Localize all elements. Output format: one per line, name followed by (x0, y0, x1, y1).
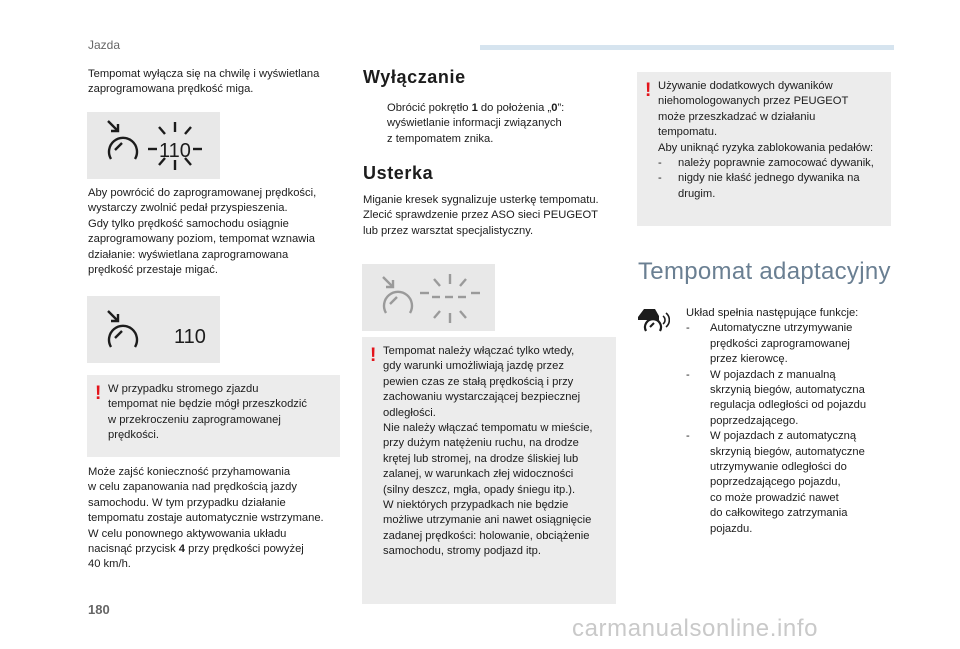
dash-marker: - (658, 157, 662, 170)
text-line: poprzedzającego. (710, 414, 799, 427)
text-line: Automatyczne utrzymywanie (710, 322, 853, 335)
text-line: drugim. (678, 187, 716, 200)
text-line: skrzynią biegów, automatyczna (710, 384, 865, 397)
text-line: prędkości zaprogramowanej (710, 337, 850, 350)
text-line: w celu zapanowania nad prędkością jazdy (88, 481, 297, 494)
text-line: (silny deszcz, mgła, opady śniegu itp.). (383, 483, 576, 496)
text-line: do całkowitego zatrzymania (710, 507, 848, 520)
control-reference: 1 (471, 102, 478, 114)
text-line (387, 101, 618, 116)
button-reference: 4 (178, 543, 186, 556)
text-fragment: nacisnąć przycisk (88, 543, 179, 556)
text-line: możliwe utrzymanie ani nawet osiągnięcie (383, 514, 592, 527)
fault-display-illustration (362, 264, 495, 331)
speedometer-fault-icon (362, 264, 495, 331)
text-line: poprzedzającego pojazdu, (710, 476, 841, 489)
text-line: Może zajść konieczność przyhamowania (88, 466, 291, 478)
text-line: niehomologowanych przez PEUGEOT (658, 95, 849, 108)
heading-fault: Usterka (363, 163, 434, 183)
list-item (658, 156, 883, 171)
text-line: zalanej, w warunkach złej widoczności (383, 468, 574, 481)
dash-marker: - (686, 322, 690, 335)
warning-box-steep-descent (87, 375, 340, 457)
text-line: Gdy tylko prędkość samochodu osiągnie (88, 217, 289, 230)
text-line: przez kierowcę. (710, 353, 788, 366)
text-fragment: do położenia „ (477, 102, 552, 114)
warning-exclamation-icon: ! (370, 345, 377, 366)
text-line: gdy warunki umożliwiają jazdę przez (383, 360, 564, 373)
text-line: w przekroczeniu zaprogramowanej (108, 413, 281, 426)
speedometer-steady-icon (87, 296, 220, 363)
warning-box-usage-conditions (362, 337, 616, 604)
text-line: zachowaniu wystarczającej bezpiecznej (383, 391, 581, 404)
text-line: W niektórych przypadkach nie będzie (383, 499, 569, 512)
dash-marker: - (658, 172, 662, 185)
section-label: Jazda (88, 38, 121, 52)
dash-marker: - (686, 430, 690, 443)
text-line: tempomat nie będzie mógł przeszkodzić (108, 398, 307, 411)
text-line: samochodu. W tym przypadku działanie (88, 496, 286, 509)
text-line: zaprogramowany poziom, tempomat wznawia (88, 233, 315, 246)
text-line: W pojazdach z manualną (710, 368, 836, 381)
list-item (686, 429, 896, 537)
paragraph-intro: Tempomat wyłącza się na chwilę i wyświetlana zaprogramowana prędkość miga. (88, 68, 320, 96)
warning-exclamation-icon: ! (645, 80, 652, 101)
paragraph-fault (363, 193, 623, 239)
text-line: prędkości. (108, 429, 159, 442)
text-line: wystarczy zwolnić pedał przyspieszenia. (88, 202, 288, 215)
text-line: lub przez warsztat specjalistyczny. (363, 224, 534, 237)
text-line: prędkość przestaje migać. (88, 264, 218, 277)
text-line: działanie: wyświetlana zaprogramowana (88, 248, 289, 261)
text-line: z tempomatem znika. (387, 132, 494, 145)
dash-marker: - (686, 368, 690, 381)
text-line: wyświetlanie informacji związanych (387, 117, 562, 130)
text-line: Używanie dodatkowych dywaników (658, 80, 833, 92)
text-line: tempomatu. (658, 126, 718, 139)
text-line: co może prowadzić nawet (710, 491, 839, 504)
switch-off-instruction (363, 101, 618, 147)
speed-readout: 110 (159, 140, 191, 162)
text-line: przy dużym natężeniu ruchu, na drodze (383, 437, 579, 450)
text-fragment: przy prędkości powyżej (185, 543, 304, 556)
text-line: Zlecić sprawdzenie przez ASO sieci PEUGEOT (363, 209, 599, 222)
watermark: carmanualsonline.info (572, 615, 819, 642)
text-line: Aby powrócić do zaprogramowanej prędkości, (88, 187, 317, 199)
text-line: pewien czas ze stałą prędkością i przy (383, 375, 574, 388)
steady-speed-display-illustration (87, 296, 220, 363)
speed-readout: 110 (174, 326, 206, 348)
text-line: W przypadku stromego zjazdu (108, 383, 259, 395)
text-line: regulacja odległości od pojazdu (710, 399, 867, 412)
warning-exclamation-icon: ! (95, 383, 102, 404)
text-line: może przeszkadzać w działaniu (658, 110, 816, 123)
list-item (686, 321, 896, 367)
speedometer-blinking-icon (87, 112, 220, 179)
text-line: Tempomat należy włączać tylko wtedy, (383, 345, 575, 357)
text-line: Aby uniknąć ryzyka zablokowania pedałów: (658, 141, 874, 154)
text-line: samochodu, stromy podjazd itp. (383, 545, 541, 558)
page-number: 180 (88, 602, 110, 617)
text-line: pojazdu. (710, 522, 753, 535)
paragraph-resume (88, 186, 353, 278)
text-line: tempomatu zostaje automatycznie wstrzymane. (88, 512, 324, 525)
heading-switch-off: Wyłączanie (363, 67, 466, 87)
text-line (88, 542, 353, 557)
text-line: skrzynią biegów, automatyczne (710, 445, 865, 458)
heading-adaptive-cruise-control: Tempomat adaptacyjny (638, 258, 891, 285)
paragraph-braking (88, 465, 353, 573)
blinking-speed-display-illustration (87, 112, 220, 179)
text-line: nigdy nie kłaść jednego dywanika na (678, 172, 860, 185)
text-line: zadanej prędkości: holowanie, obciążenie (383, 529, 590, 542)
list-item (658, 171, 883, 202)
text-line: należy poprawnie zamocować dywanik, (678, 157, 874, 170)
text-line: W celu ponownego aktywowania układu (88, 527, 287, 540)
list-item (686, 368, 896, 430)
text-fragment: Obrócić pokrętło (387, 102, 472, 114)
text-line: 40 km/h. (88, 558, 131, 571)
text-line: Nie należy włączać tempomatu w mieście, (383, 422, 593, 435)
header-accent-bar (480, 45, 894, 50)
text-line: odległości. (383, 406, 436, 419)
adaptive-cruise-control-functions (686, 306, 896, 537)
warning-box-floor-mats (637, 72, 891, 226)
text-fragment: ”: (557, 102, 565, 114)
text-line: Miganie kresek sygnalizuje usterkę tempomatu. (363, 194, 599, 206)
text-line: W pojazdach z automatyczną (710, 430, 857, 443)
text-line: utrzymywanie odległości do (710, 461, 847, 474)
position-reference: 0 (551, 102, 558, 114)
text-line: Układ spełnia następujące funkcje: (686, 307, 859, 319)
text-line: krętej lub stromej, na drodze śliskiej lub (383, 452, 579, 465)
adaptive-cruise-control-icon (636, 306, 670, 334)
